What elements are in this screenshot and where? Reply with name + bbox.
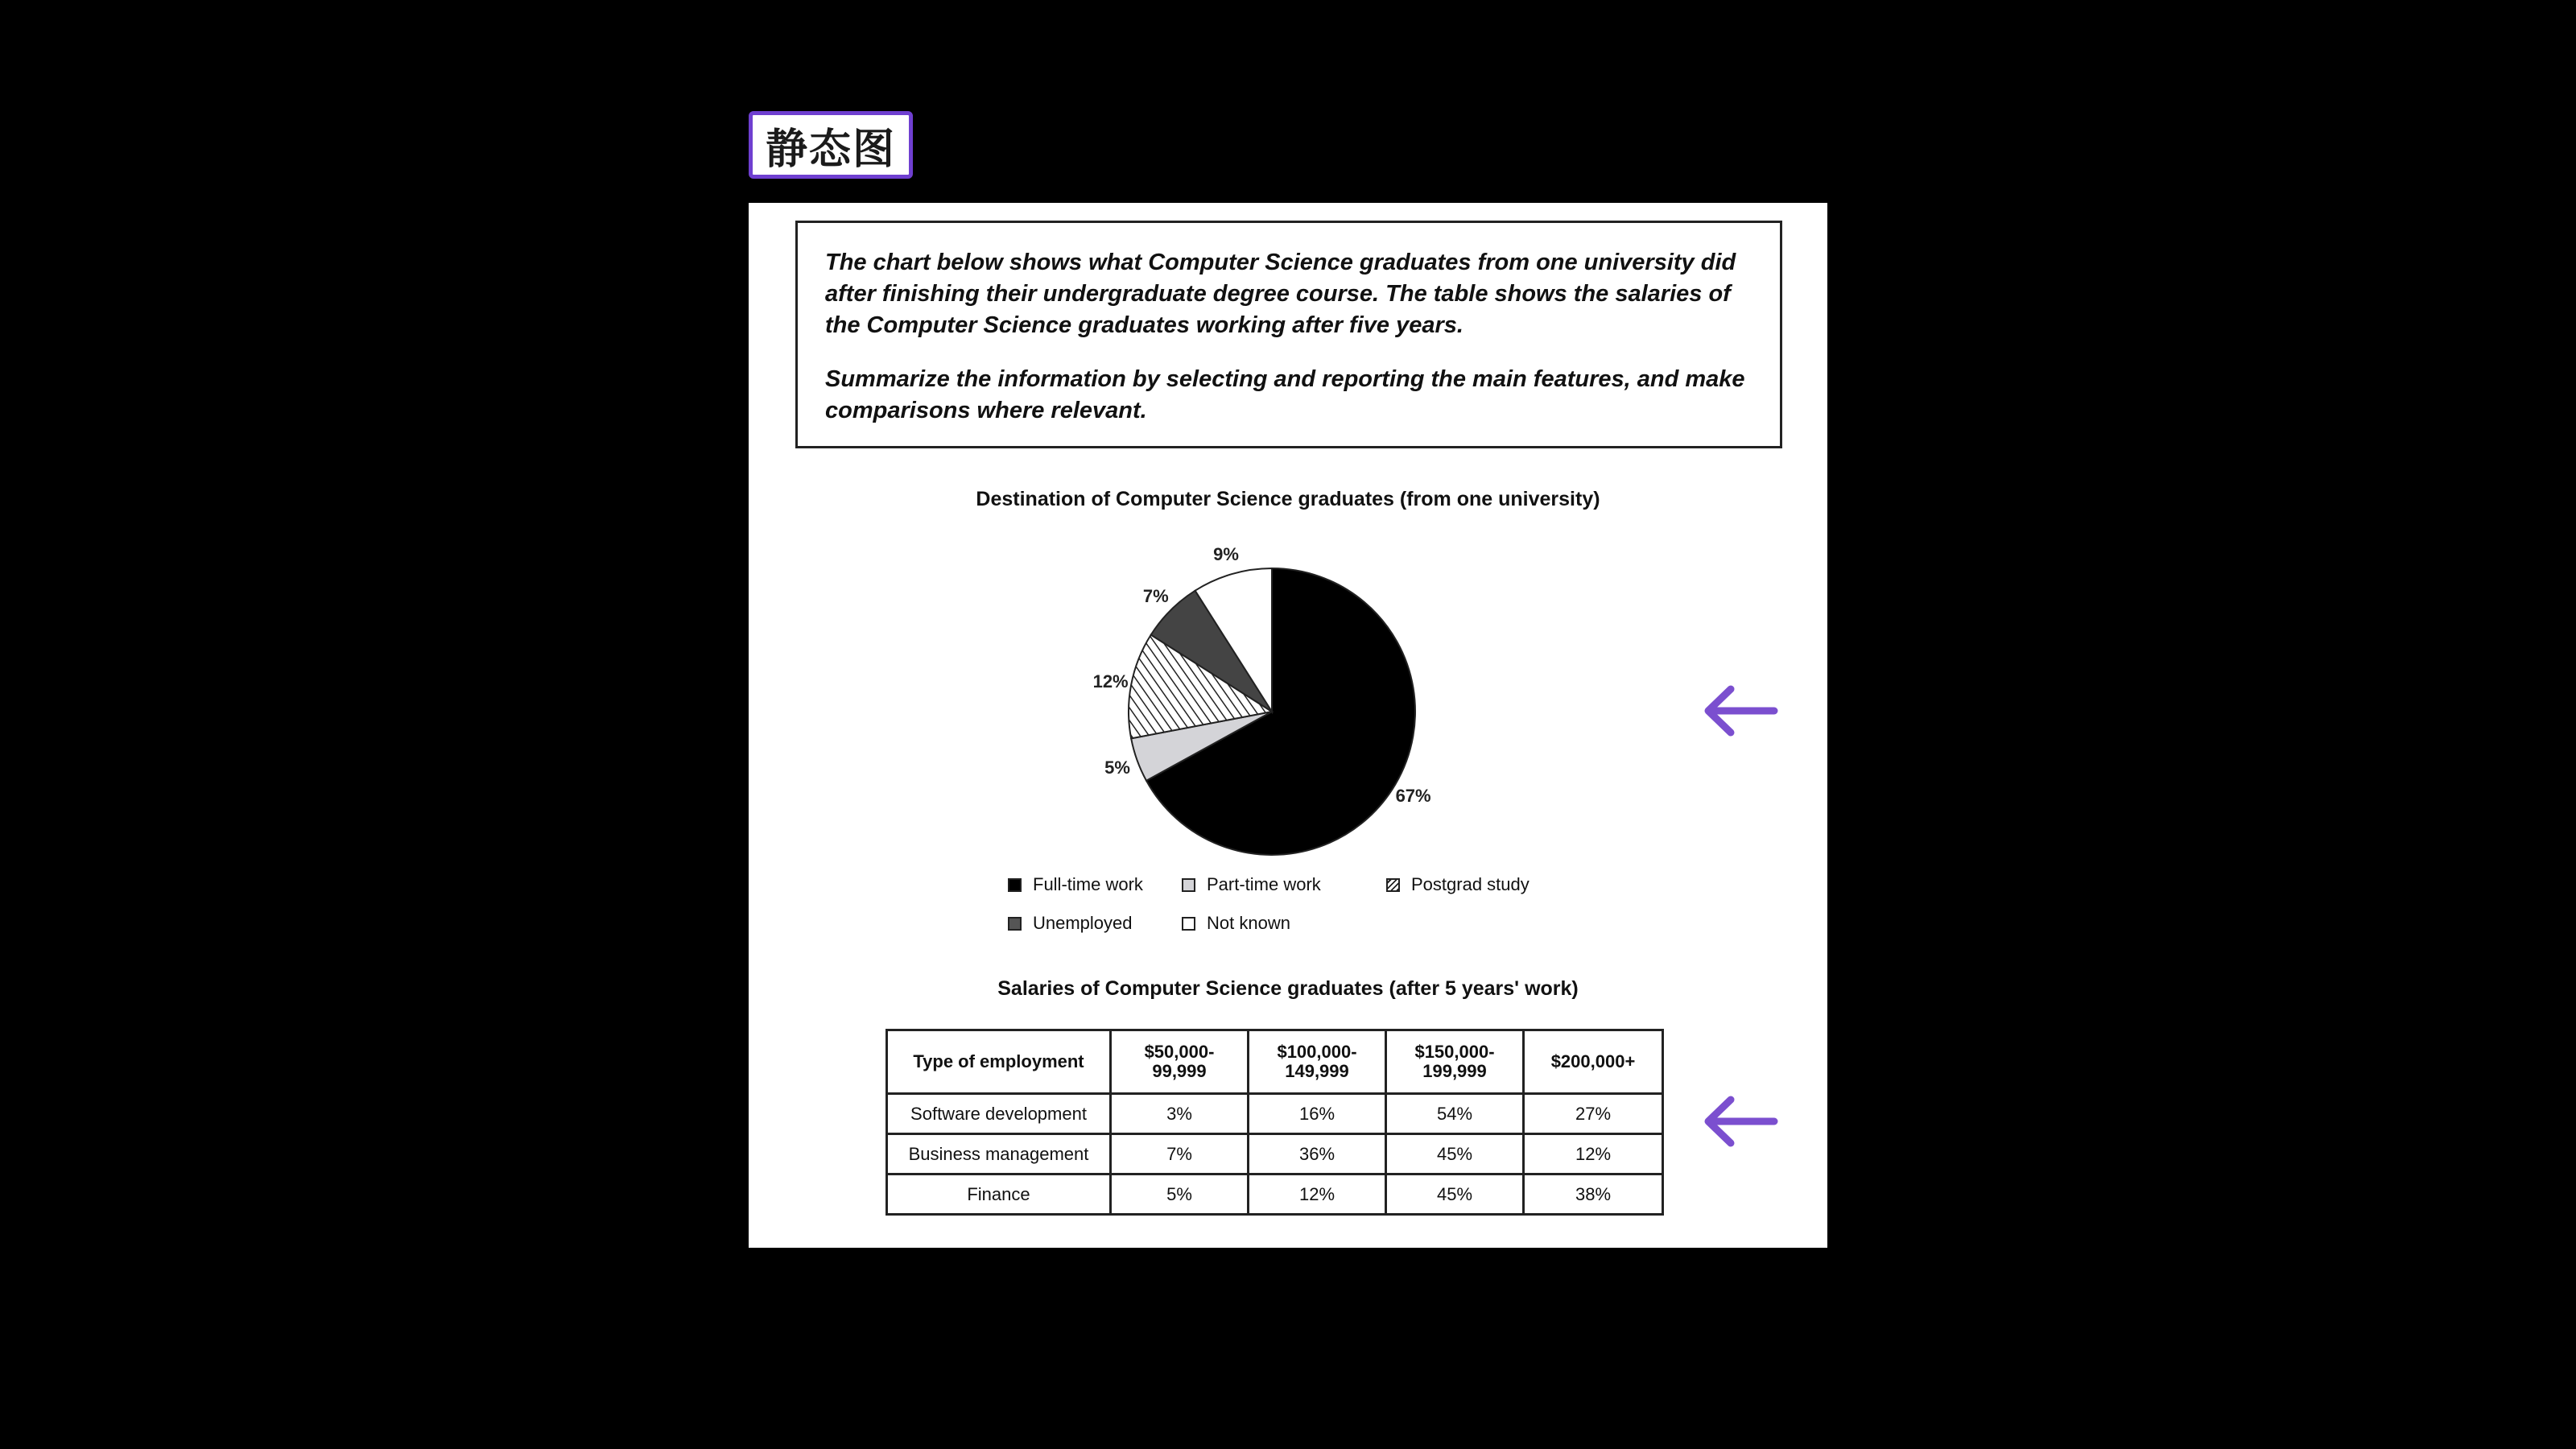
table-cell: 36% [1249, 1134, 1386, 1174]
prompt-paragraph-1: The chart below shows what Computer Science graduates from one university did after finishing their undergraduate degree course. The table shows the salaries of the Computer Science graduates working after five years. [825, 250, 1736, 338]
pie-data-label: 67% [1395, 785, 1431, 806]
legend-label: Unemployed [1033, 913, 1133, 933]
pie-chart-title: Destination of Computer Science graduates (from one university) [976, 488, 1600, 510]
table-column-header: Type of employment [887, 1030, 1111, 1094]
table-column-header: $50,000- 99,999 [1111, 1030, 1249, 1094]
legend-item [1182, 913, 1290, 934]
pie-data-label: 12% [1092, 671, 1129, 691]
table-cell: 45% [1386, 1174, 1524, 1215]
legend-swatch [1182, 878, 1195, 892]
pie-data-label: 5% [1104, 758, 1130, 778]
table-cell: 3% [1111, 1094, 1249, 1134]
table-cell: 27% [1524, 1094, 1663, 1134]
arrow-left-icon [1700, 1093, 1781, 1150]
legend-item [1182, 874, 1321, 895]
legend-label: Full-time work [1033, 874, 1143, 894]
table-row-label: Software development [887, 1094, 1111, 1134]
legend-swatch [1008, 878, 1022, 892]
table-header-row [887, 1030, 1663, 1094]
prompt-paragraph-2: Summarize the information by selecting and reporting the main features, and make comparisons where relevant. [825, 366, 1745, 423]
table-row [887, 1174, 1663, 1215]
table-row [887, 1134, 1663, 1174]
table-cell: 54% [1386, 1094, 1524, 1134]
table-cell: 12% [1524, 1134, 1663, 1174]
arrow-left-icon [1700, 683, 1781, 739]
task-card [749, 203, 1827, 1248]
legend-item [1008, 874, 1143, 895]
table-cell: 16% [1249, 1094, 1386, 1134]
table-cell: 12% [1249, 1174, 1386, 1215]
table-title: Salaries of Computer Science graduates (after 5 years' work) [997, 977, 1579, 1000]
table-cell: 7% [1111, 1134, 1249, 1174]
legend-swatch [1386, 878, 1400, 892]
pie-legend [1008, 874, 1587, 963]
legend-label: Part-time work [1207, 874, 1321, 894]
table-row-label: Business management [887, 1134, 1111, 1174]
table-column-header: $150,000- 199,999 [1386, 1030, 1524, 1094]
table-row-label: Finance [887, 1174, 1111, 1215]
legend-label: Not known [1207, 913, 1290, 933]
table-row [887, 1094, 1663, 1134]
salary-table [886, 1029, 1664, 1216]
pie-data-label: 9% [1213, 544, 1239, 565]
static-chart-badge [749, 111, 913, 179]
table-column-header: $100,000- 149,999 [1249, 1030, 1386, 1094]
table-cell: 5% [1111, 1174, 1249, 1215]
legend-item [1008, 913, 1133, 934]
legend-label: Postgrad study [1411, 874, 1530, 894]
table-column-header: $200,000+ [1524, 1030, 1663, 1094]
legend-swatch [1008, 917, 1022, 931]
table-cell: 45% [1386, 1134, 1524, 1174]
badge-label: 静态图 [765, 125, 896, 174]
legend-swatch [1182, 917, 1195, 931]
table-cell: 38% [1524, 1174, 1663, 1215]
pie-data-label: 7% [1142, 585, 1169, 606]
legend-item [1386, 874, 1530, 895]
